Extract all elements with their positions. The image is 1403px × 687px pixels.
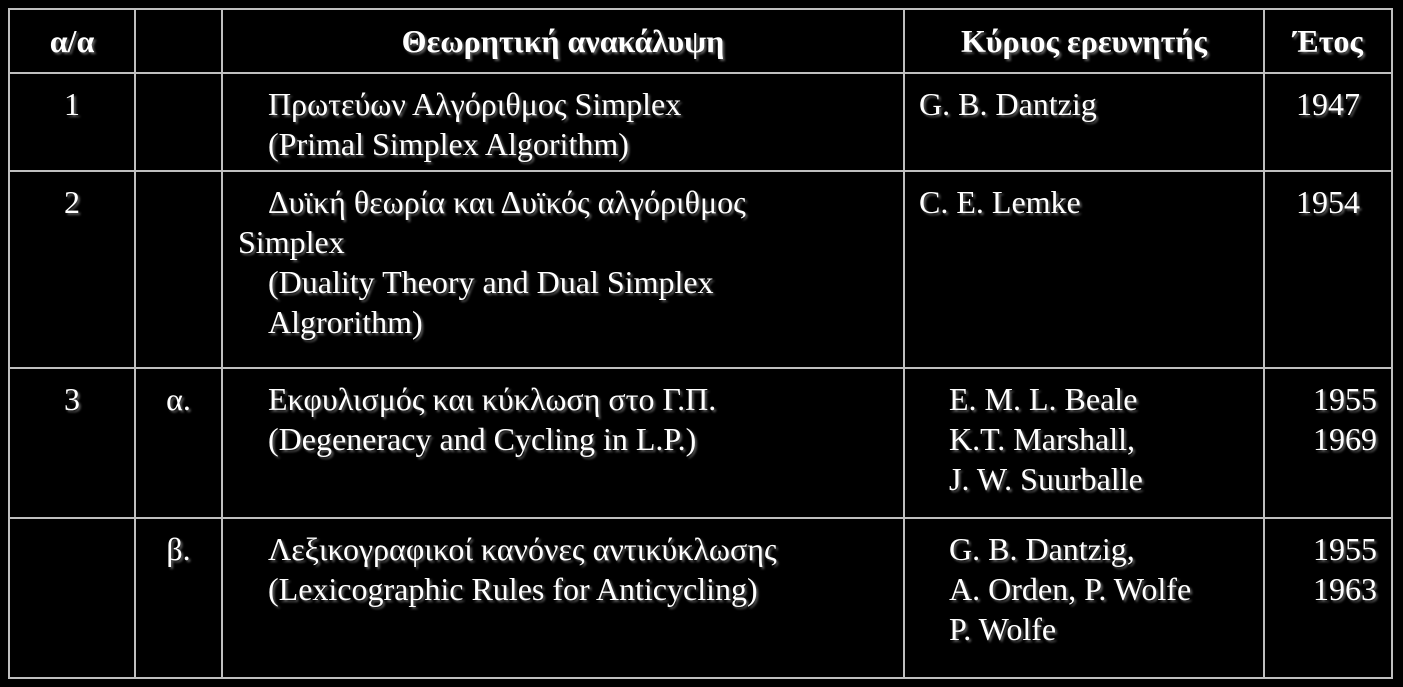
header-num: α/α [9, 9, 135, 73]
discovery-line: (Degeneracy and Cycling in L.P.) [268, 421, 697, 457]
row-year [1264, 368, 1392, 518]
row-num [9, 518, 135, 678]
discovery-line: (Primal Simplex Algorithm) [268, 126, 629, 162]
row-sub: α. [135, 368, 222, 518]
table-row [9, 73, 1392, 171]
discovery-line: Δυϊκή θεωρία και Δυϊκός αλγόριθμος [268, 184, 746, 220]
header-researcher: Κύριος ερευνητής [904, 9, 1264, 73]
table-row [9, 368, 1392, 518]
row-year [1264, 73, 1392, 171]
row-discovery [222, 368, 904, 518]
researcher-line: J. W. Suurballe [949, 461, 1143, 497]
row-num: 1 [9, 73, 135, 171]
researcher-line: C. E. Lemke [919, 184, 1081, 220]
year-line: 1963 [1313, 571, 1377, 607]
researcher-line: K.T. Marshall, [949, 421, 1136, 457]
discoveries-table [8, 8, 1393, 679]
researcher-line: E. M. L. Beale [949, 381, 1138, 417]
row-year [1264, 518, 1392, 678]
row-year [1264, 171, 1392, 368]
row-discovery [222, 518, 904, 678]
table-row [9, 171, 1392, 368]
researcher-line: P. Wolfe [949, 611, 1057, 647]
row-num: 2 [9, 171, 135, 368]
header-sub [135, 9, 222, 73]
header-year: Έτος [1264, 9, 1392, 73]
researcher-line: G. B. Dantzig [919, 86, 1097, 122]
discovery-line: Simplex [238, 224, 345, 260]
table-row [9, 518, 1392, 678]
header-discovery: Θεωρητική ανακάλυψη [222, 9, 904, 73]
row-num: 3 [9, 368, 135, 518]
table-header-row [9, 9, 1392, 73]
discovery-line: (Lexicographic Rules for Anticycling) [268, 571, 758, 607]
row-researcher [904, 73, 1264, 171]
discovery-line: (Duality Theory and Dual Simplex [268, 264, 714, 300]
year-line: 1955 [1313, 381, 1377, 417]
row-discovery [222, 73, 904, 171]
year-line: 1947 [1296, 86, 1360, 122]
row-sub: β. [135, 518, 222, 678]
discoveries-table-container [8, 8, 1393, 678]
row-researcher [904, 368, 1264, 518]
researcher-line: G. B. Dantzig, [949, 531, 1135, 567]
discovery-line: Λεξικογραφικοί κανόνες αντικύκλωσης [268, 531, 777, 567]
discovery-line: Πρωτεύων Αλγόριθμος Simplex [268, 86, 682, 122]
row-sub [135, 171, 222, 368]
row-researcher [904, 171, 1264, 368]
year-line: 1955 [1313, 531, 1377, 567]
year-line: 1969 [1313, 421, 1377, 457]
discovery-line: Εκφυλισμός και κύκλωση στο Γ.Π. [268, 381, 717, 417]
row-sub [135, 73, 222, 171]
discovery-line: Algrorithm) [268, 304, 423, 340]
row-researcher [904, 518, 1264, 678]
row-discovery [222, 171, 904, 368]
year-line: 1954 [1296, 184, 1360, 220]
researcher-line: A. Orden, P. Wolfe [949, 571, 1192, 607]
